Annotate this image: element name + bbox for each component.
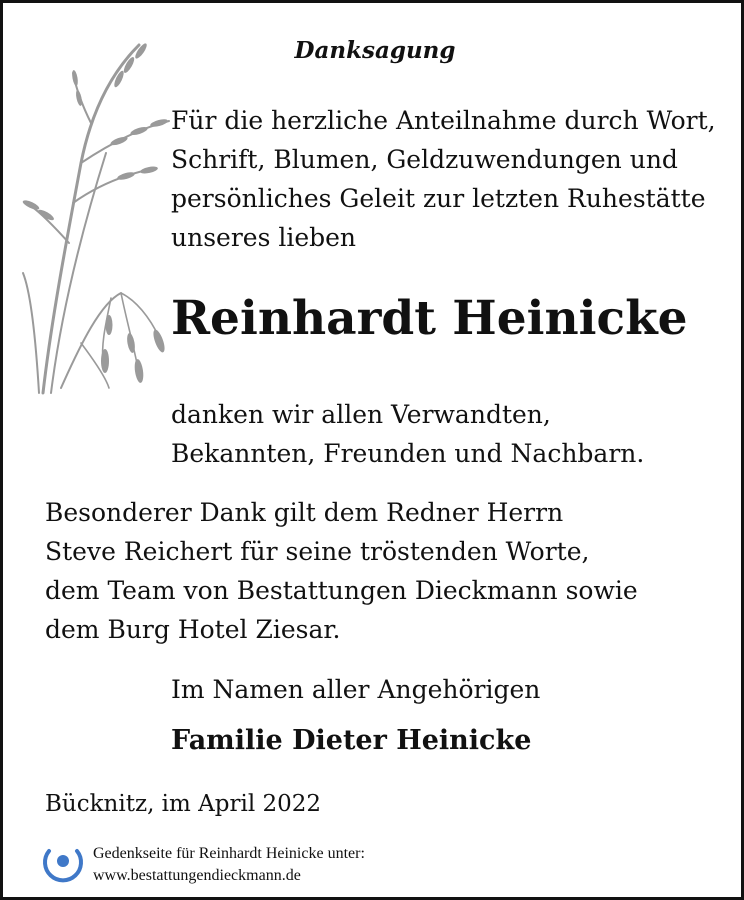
memorial-logo-icon [41,843,85,887]
thanks-line: danken wir allen Verwandten, [171,400,551,429]
on-behalf-text: Im Namen aller Angehörigen [171,675,541,704]
special-thanks-text [45,493,638,649]
memorial-page-text: Gedenkseite für Reinhardt Heinicke unter: [93,845,365,862]
intro-text [171,101,716,257]
special-thanks-line: dem Burg Hotel Ziesar. [45,615,341,644]
special-thanks-line: dem Team von Bestattungen Dieckmann sowie [45,576,638,605]
family-signature: Familie Dieter Heinicke [171,725,532,756]
deceased-name: Reinhardt Heinicke [171,291,688,346]
heading: Danksagung [294,37,456,64]
memorial-footer [41,843,461,893]
place-date: Bücknitz, im April 2022 [45,791,322,817]
intro-line: Für die herzliche Anteilnahme durch Wort, [171,106,716,135]
grass-branch-icon [21,43,171,403]
special-thanks-line: Besonderer Dank gilt dem Redner Herrn [45,498,564,527]
special-thanks-line: Steve Reichert für seine tröstenden Worte, [45,537,590,566]
intro-line: unseres lieben [171,223,357,252]
thanks-line: Bekannten, Freunden und Nachbarn. [171,439,645,468]
thanks-text [171,395,644,473]
intro-line: persönliches Geleit zur letzten Ruhestätte [171,184,706,213]
intro-line: Schrift, Blumen, Geldzuwendungen und [171,145,678,174]
memorial-url-link[interactable]: www.bestattungendieckmann.de [93,867,301,884]
